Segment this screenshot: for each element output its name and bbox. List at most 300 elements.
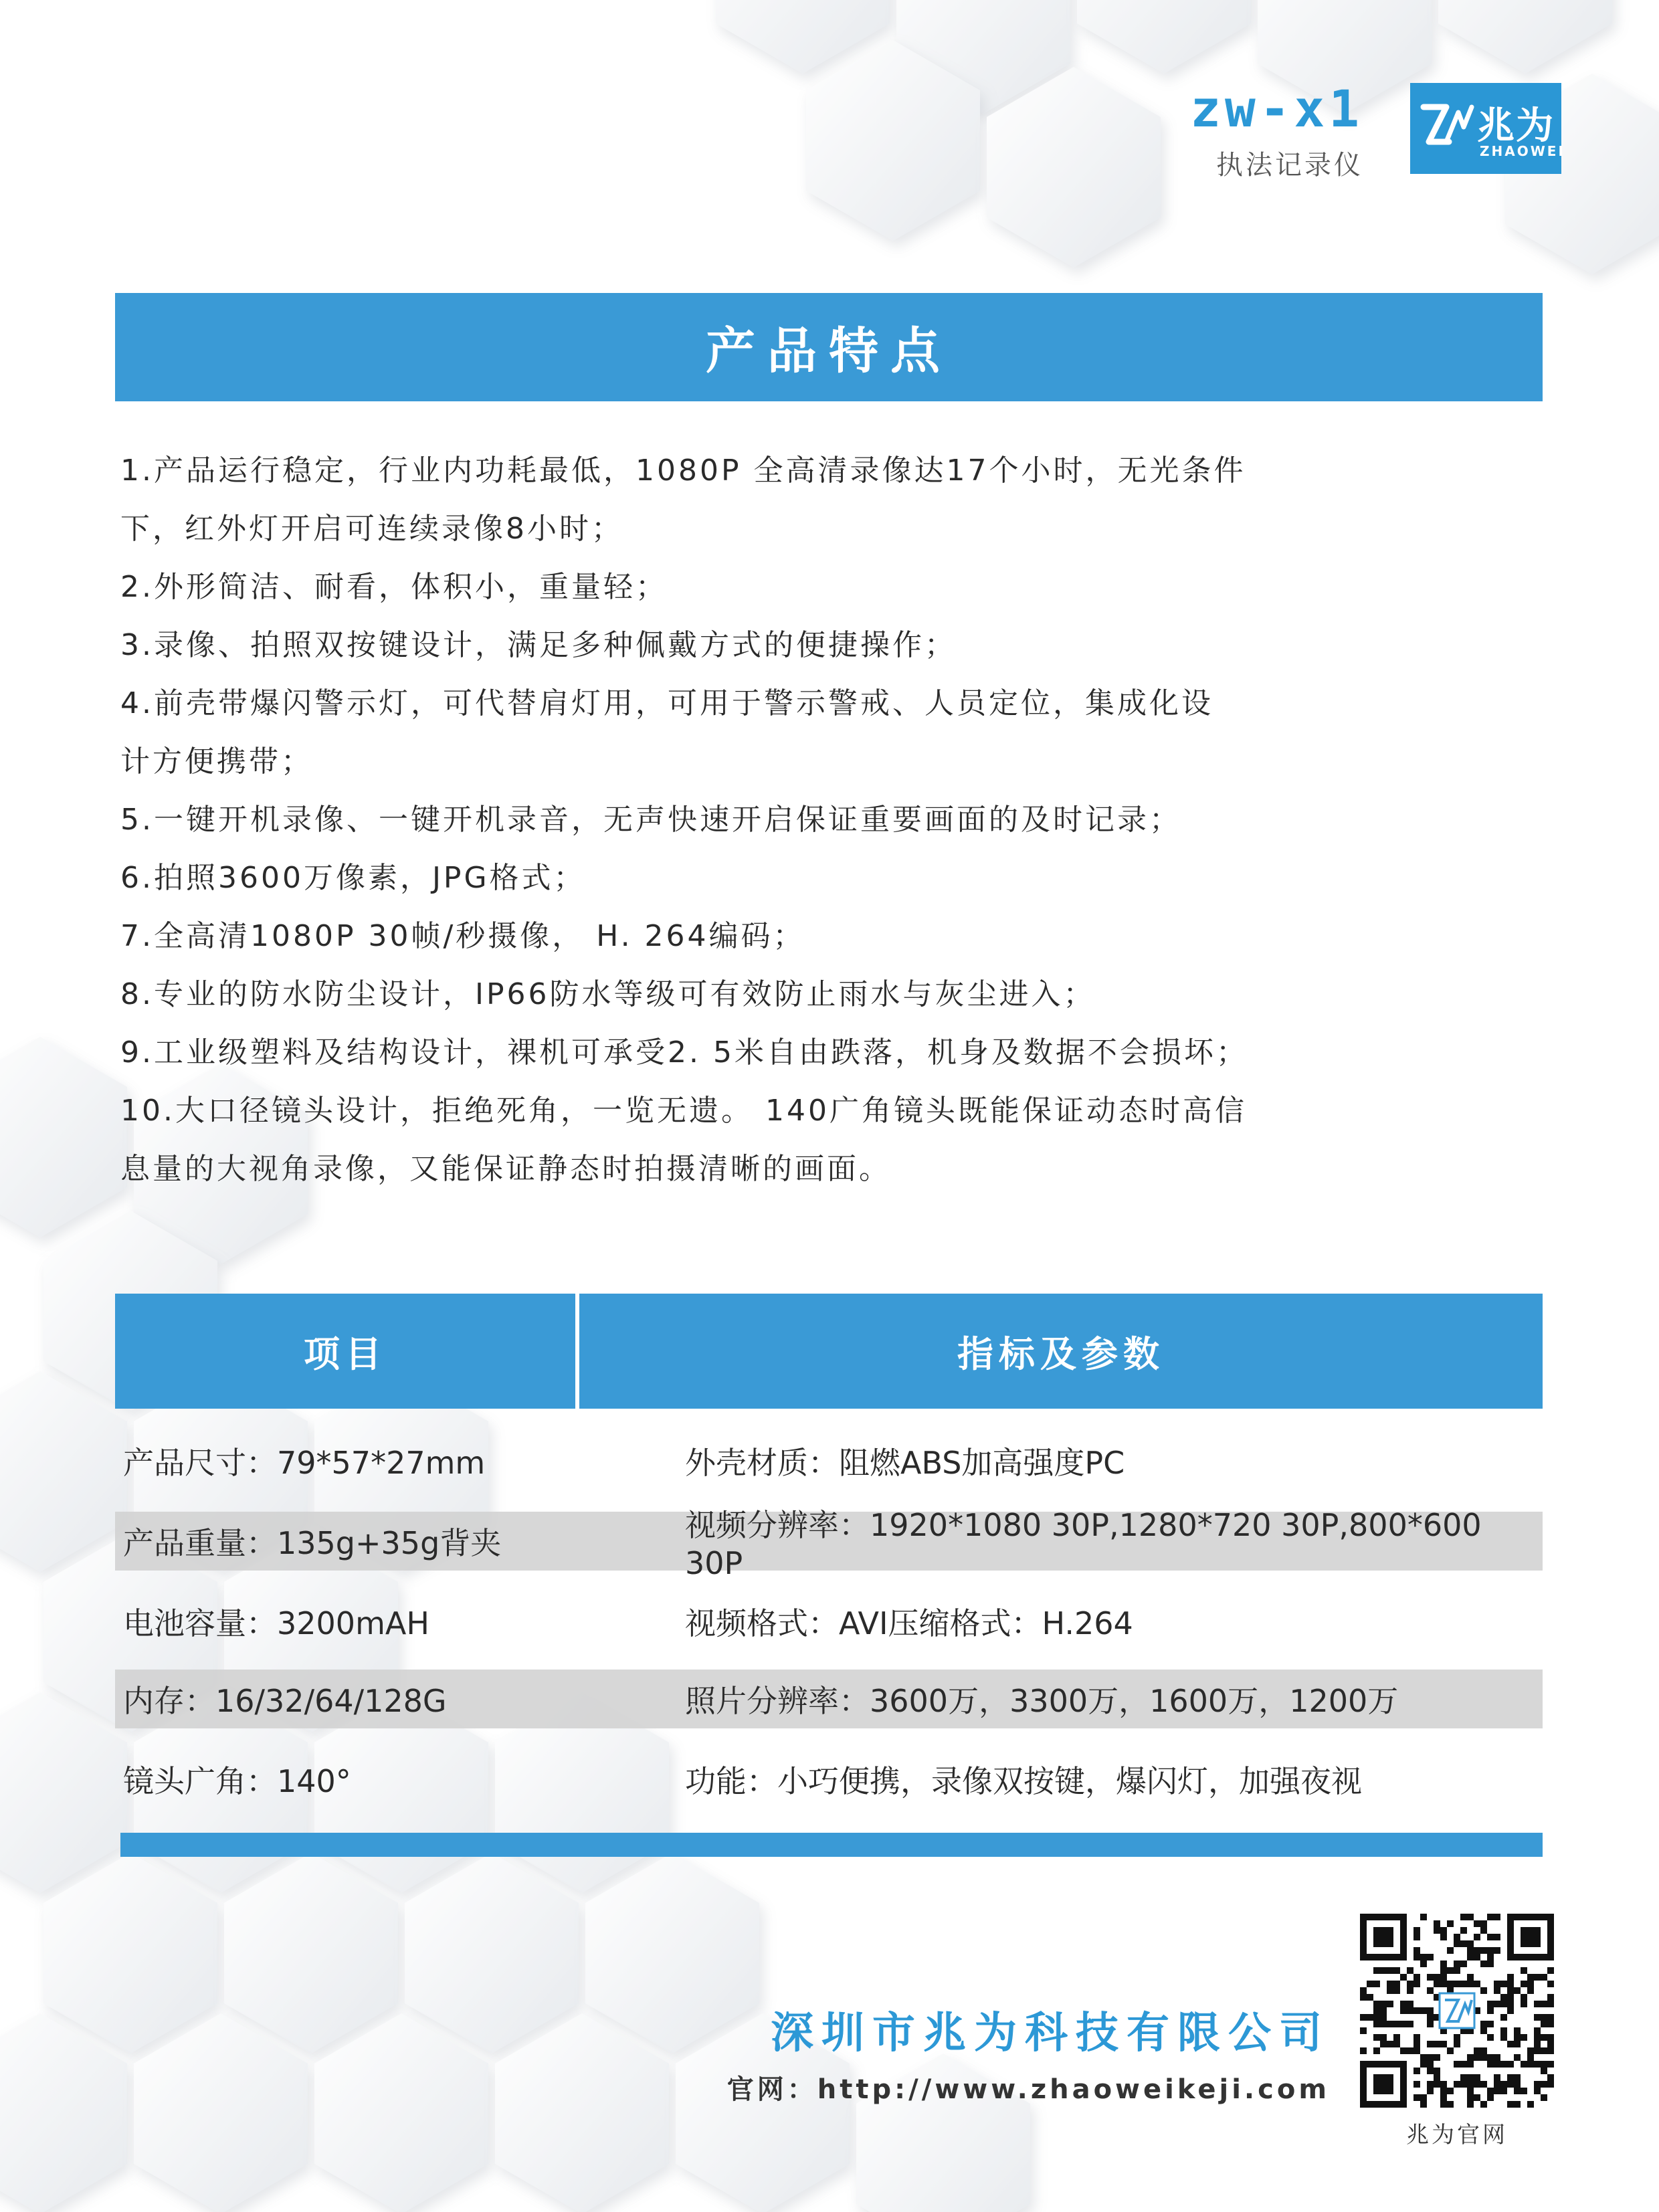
qr-module — [1367, 1981, 1373, 1987]
qr-module — [1393, 1981, 1400, 1987]
qr-module — [1514, 1954, 1521, 1960]
qr-module — [1380, 2001, 1387, 2007]
qr-module — [1507, 1940, 1514, 1947]
qr-module — [1460, 1940, 1467, 1947]
qr-module — [1487, 1947, 1494, 1954]
qr-module — [1547, 2001, 1554, 2007]
qr-module — [1480, 1987, 1487, 1994]
qr-module — [1427, 2061, 1434, 2068]
qr-module — [1547, 1934, 1554, 1940]
qr-module — [1380, 2021, 1387, 2027]
qr-module — [1487, 1934, 1494, 1940]
qr-module — [1440, 2094, 1447, 2101]
qr-module — [1360, 2081, 1367, 2088]
qr-module — [1440, 1981, 1447, 1987]
qr-module — [1474, 1954, 1480, 1960]
qr-module — [1467, 2074, 1474, 2081]
qr-module — [1434, 2081, 1440, 2088]
qr-module — [1460, 2074, 1467, 2081]
qr-module — [1440, 1927, 1447, 1934]
qr-module — [1400, 2068, 1407, 2074]
qr-module — [1507, 2074, 1514, 2081]
logo-text-en: ZHAOWEI — [1480, 143, 1565, 159]
qr-module — [1440, 1960, 1447, 1967]
qr-module — [1541, 1954, 1547, 1960]
qr-module — [1494, 2088, 1500, 2094]
qr-module — [1407, 2047, 1413, 2054]
qr-module — [1387, 2088, 1393, 2094]
qr-module — [1413, 1927, 1420, 1934]
qr-module — [1534, 1927, 1541, 1934]
feature-line: 9.工业级塑料及结构设计，裸机可承受2. 5米自由跌落，机身及数据不会损坏； — [120, 1035, 1248, 1070]
qr-module — [1400, 2061, 1407, 2068]
qr-module — [1400, 2074, 1407, 2081]
feature-line: 6.拍照3600万像素，JPG格式； — [120, 861, 586, 895]
qr-module — [1380, 2061, 1387, 2068]
qr-module — [1487, 2094, 1494, 2101]
qr-module — [1521, 1954, 1527, 1960]
qr-module — [1360, 2094, 1367, 2101]
qr-module — [1507, 1914, 1514, 1920]
qr-module — [1527, 1940, 1534, 1947]
qr-module — [1413, 2007, 1420, 2014]
qr-module — [1440, 2088, 1447, 2094]
qr-module — [1534, 2001, 1541, 2007]
qr-module — [1400, 2081, 1407, 2088]
qr-module — [1380, 2074, 1387, 2081]
qr-module — [1373, 2001, 1380, 2007]
qr-module — [1514, 1987, 1521, 1994]
qr-module — [1393, 1954, 1400, 1960]
qr-module — [1387, 1967, 1393, 1974]
model-name: zw-x1 — [1190, 79, 1363, 138]
qr-module — [1521, 2061, 1527, 2068]
qr-module — [1434, 1920, 1440, 1927]
qr-module — [1521, 1994, 1527, 2001]
qr-module — [1413, 1954, 1420, 1960]
qr-module — [1400, 2088, 1407, 2094]
qr-module — [1367, 1954, 1373, 1960]
qr-module — [1521, 1940, 1527, 1947]
qr-module — [1541, 2047, 1547, 2054]
qr-module — [1413, 2094, 1420, 2101]
qr-module — [1467, 1914, 1474, 1920]
qr-module — [1360, 1927, 1367, 1934]
qr-module — [1427, 2081, 1434, 2088]
qr-module — [1413, 2081, 1420, 2088]
qr-module — [1480, 1960, 1487, 1967]
qr-module — [1514, 2034, 1521, 2041]
spec-right: 功能：小巧便携，录像双按键，爆闪灯，加强夜视 — [685, 1763, 1362, 1799]
qr-module — [1420, 2061, 1427, 2068]
qr-module — [1447, 1947, 1454, 1954]
qr-module — [1547, 2047, 1554, 2054]
qr-module — [1480, 1927, 1487, 1934]
qr-module — [1440, 2081, 1447, 2088]
brand-logo — [1410, 83, 1565, 174]
qr-module — [1360, 2047, 1367, 2054]
qr-module — [1387, 2101, 1393, 2108]
qr-module — [1521, 1981, 1527, 1987]
qr-module — [1547, 1981, 1554, 1987]
qr-module — [1541, 2034, 1547, 2041]
qr-module — [1360, 1934, 1367, 1940]
qr-module — [1413, 2068, 1420, 2074]
qr-module — [1541, 2094, 1547, 2101]
qr-module — [1387, 2074, 1393, 2081]
spec-row — [115, 1750, 1543, 1809]
qr-module — [1380, 2041, 1387, 2047]
qr-module — [1373, 2074, 1380, 2081]
qr-module — [1400, 1927, 1407, 1934]
qr-module — [1380, 1940, 1387, 1947]
qr-module — [1487, 2054, 1494, 2061]
qr-module — [1480, 2081, 1487, 2088]
qr-module — [1454, 1940, 1460, 1947]
qr-module — [1387, 2041, 1393, 2047]
qr-module — [1474, 2047, 1480, 2054]
qr-module — [1367, 2014, 1373, 2021]
qr-module — [1360, 2088, 1367, 2094]
qr-module — [1440, 2101, 1447, 2108]
qr-module — [1474, 1981, 1480, 1987]
qr-module — [1547, 1947, 1554, 1954]
logo-text-cn: 兆为 — [1477, 104, 1555, 148]
qr-module — [1547, 2014, 1554, 2021]
qr-module — [1480, 1920, 1487, 1927]
qr-module — [1360, 2027, 1367, 2034]
feature-line: 2.外形简洁、耐看，体积小，重量轻； — [120, 570, 668, 604]
qr-module — [1521, 1914, 1527, 1920]
qr-module — [1507, 2007, 1514, 2014]
qr-module — [1521, 2088, 1527, 2094]
qr-module — [1427, 2041, 1434, 2047]
qr-module — [1547, 1994, 1554, 2001]
spec-row — [115, 1507, 1543, 1581]
qr-module — [1434, 1927, 1440, 1934]
qr-module — [1480, 2047, 1487, 2054]
qr-module — [1467, 1940, 1474, 1947]
qr-module — [1534, 2041, 1541, 2047]
qr-module — [1380, 1934, 1387, 1940]
qr-module — [1527, 2047, 1534, 2054]
qr-code[interactable] — [1358, 1912, 1556, 2110]
company-name: 深圳市兆为科技有限公司 — [771, 2009, 1330, 2058]
qr-module — [1547, 2081, 1554, 2088]
qr-module — [1541, 2021, 1547, 2027]
qr-module — [1507, 2081, 1514, 2088]
qr-module — [1387, 1927, 1393, 1934]
qr-module — [1420, 2007, 1427, 2014]
qr-module — [1474, 1920, 1480, 1927]
table-bottom-bar — [120, 1833, 1543, 1857]
qr-module — [1360, 2061, 1367, 2068]
qr-module — [1527, 1927, 1534, 1934]
qr-module — [1454, 1981, 1460, 1987]
qr-module — [1547, 1967, 1554, 1974]
qr-module — [1547, 2061, 1554, 2068]
feature-line: 息量的大视角录像，又能保证静态时拍摄清晰的画面。 — [120, 1152, 891, 1186]
qr-module — [1387, 1954, 1393, 1960]
qr-caption: 兆为官网 — [1406, 2122, 1508, 2148]
qr-module — [1527, 1914, 1534, 1920]
qr-module — [1507, 1994, 1514, 2001]
qr-module — [1380, 2101, 1387, 2108]
qr-module — [1360, 2068, 1367, 2074]
qr-module — [1500, 1981, 1507, 1987]
qr-module — [1460, 1914, 1467, 1920]
qr-module — [1474, 1934, 1480, 1940]
qr-module — [1373, 2007, 1380, 2014]
qr-module — [1494, 1987, 1500, 1994]
qr-module — [1487, 1914, 1494, 1920]
qr-module — [1500, 2081, 1507, 2088]
qr-module — [1373, 2034, 1380, 2041]
header-item: 项目 — [304, 1332, 387, 1375]
qr-module — [1373, 1967, 1380, 1974]
qr-module — [1373, 1954, 1380, 1960]
qr-module — [1400, 1947, 1407, 1954]
qr-module — [1480, 2054, 1487, 2061]
qr-module — [1393, 1967, 1400, 1974]
qr-module — [1534, 2081, 1541, 2088]
qr-module — [1547, 1927, 1554, 1934]
qr-module — [1447, 2101, 1454, 2108]
qr-module — [1467, 2054, 1474, 2061]
qr-module — [1393, 1914, 1400, 1920]
qr-module — [1434, 1981, 1440, 1987]
qr-module — [1454, 2041, 1460, 2047]
feature-line: 下，红外灯开启可连续录像8小时； — [120, 512, 623, 546]
qr-module — [1400, 2047, 1407, 2054]
qr-module — [1373, 2021, 1380, 2027]
qr-module — [1460, 2081, 1467, 2088]
qr-module — [1393, 2021, 1400, 2027]
qr-module — [1454, 2034, 1460, 2041]
qr-module — [1360, 1940, 1367, 1947]
qr-module — [1527, 2101, 1534, 2108]
qr-module — [1534, 1940, 1541, 1947]
qr-module — [1507, 1987, 1514, 1994]
qr-module — [1380, 2088, 1387, 2094]
qr-module — [1373, 1981, 1380, 1987]
qr-module — [1380, 2034, 1387, 2041]
qr-module — [1393, 1987, 1400, 1994]
qr-module — [1487, 2061, 1494, 2068]
feature-line: 10.大口径镜头设计，拒绝死角，一览无遗。 140广角镜头既能保证动态时高信 — [120, 1094, 1247, 1128]
qr-module — [1373, 2081, 1380, 2088]
qr-module — [1467, 2094, 1474, 2101]
feature-line: 5.一键开机录像、一键开机录音，无声快速开启保证重要画面的及时记录； — [120, 803, 1181, 837]
feature-line: 8.专业的防水防尘设计，IP66防水等级可有效防止雨水与灰尘进入； — [120, 977, 1096, 1011]
qr-module — [1500, 2088, 1507, 2094]
qr-module — [1507, 1974, 1514, 1981]
qr-module — [1514, 1914, 1521, 1920]
qr-module — [1367, 1914, 1373, 1920]
qr-module — [1500, 2027, 1507, 2034]
qr-code-icon — [1358, 1912, 1556, 2110]
qr-module — [1487, 2088, 1494, 2094]
qr-module — [1440, 1967, 1447, 1974]
qr-module — [1393, 2061, 1400, 2068]
qr-module — [1507, 2041, 1514, 2047]
qr-module — [1521, 1934, 1527, 1940]
qr-module — [1507, 1954, 1514, 1960]
qr-module — [1427, 1987, 1434, 1994]
qr-module — [1434, 1974, 1440, 1981]
qr-module — [1360, 1920, 1367, 1927]
qr-module — [1367, 2101, 1373, 2108]
qr-module — [1407, 2007, 1413, 2014]
qr-module — [1541, 2061, 1547, 2068]
qr-module — [1474, 1947, 1480, 1954]
qr-module — [1467, 1974, 1474, 1981]
qr-module — [1387, 2001, 1393, 2007]
qr-module — [1487, 1954, 1494, 1960]
qr-module — [1480, 1947, 1487, 1954]
qr-module — [1454, 1934, 1460, 1940]
qr-module — [1527, 1954, 1534, 1960]
qr-module — [1387, 1914, 1393, 1920]
qr-module — [1420, 1954, 1427, 1960]
qr-module — [1427, 2088, 1434, 2094]
qr-module — [1547, 2034, 1554, 2041]
qr-module — [1534, 2034, 1541, 2041]
qr-module — [1413, 2047, 1420, 2054]
qr-module — [1507, 1920, 1514, 1927]
qr-module — [1547, 2041, 1554, 2047]
qr-module — [1454, 2081, 1460, 2088]
header-params: 指标及参数 — [957, 1332, 1165, 1375]
qr-module — [1534, 2061, 1541, 2068]
spec-left: 产品重量：135g+35g背夹 — [123, 1525, 502, 1561]
qr-module — [1373, 2061, 1380, 2068]
spec-table-header — [115, 1294, 1543, 1409]
qr-module — [1413, 1947, 1420, 1954]
qr-module — [1467, 1981, 1474, 1987]
qr-module — [1534, 1974, 1541, 1981]
qr-module — [1527, 1981, 1534, 1987]
qr-module — [1514, 2101, 1521, 2108]
qr-module — [1380, 2007, 1387, 2014]
qr-module — [1413, 2041, 1420, 2047]
qr-module — [1373, 2047, 1380, 2054]
qr-module — [1400, 1914, 1407, 1920]
qr-module — [1494, 2061, 1500, 2068]
qr-module — [1360, 2014, 1367, 2021]
qr-module — [1534, 2027, 1541, 2034]
qr-module — [1413, 1934, 1420, 1940]
qr-module — [1440, 1974, 1447, 1981]
qr-module — [1400, 2101, 1407, 2108]
qr-module — [1534, 2088, 1541, 2094]
qr-module — [1527, 1987, 1534, 1994]
qr-module — [1514, 2081, 1521, 2088]
qr-module — [1460, 1981, 1467, 1987]
qr-module — [1527, 2061, 1534, 2068]
spec-left: 产品尺寸：79*57*27mm — [123, 1445, 486, 1481]
qr-module — [1500, 2061, 1507, 2068]
qr-module — [1387, 1940, 1393, 1947]
qr-module — [1400, 2094, 1407, 2101]
qr-module — [1360, 1947, 1367, 1954]
qr-module — [1507, 2101, 1514, 2108]
qr-module — [1547, 1954, 1554, 1960]
qr-module — [1454, 2061, 1460, 2068]
qr-module — [1447, 2047, 1454, 2054]
qr-module — [1500, 2034, 1507, 2041]
qr-module — [1434, 2068, 1440, 2074]
spec-right: 照片分辨率：3600万，3300万，1600万，1200万 — [685, 1683, 1399, 1719]
qr-module — [1393, 2041, 1400, 2047]
qr-module — [1360, 1994, 1367, 2001]
qr-module — [1494, 1914, 1500, 1920]
spec-left: 内存：16/32/64/128G — [123, 1683, 447, 1719]
qr-module — [1373, 2088, 1380, 2094]
qr-module — [1487, 1960, 1494, 1967]
qr-module — [1487, 2021, 1494, 2027]
qr-module — [1400, 2001, 1407, 2007]
website-url[interactable]: 官网：http://www.zhaoweikeji.com — [726, 2074, 1330, 2105]
qr-module — [1541, 2014, 1547, 2021]
feature-list — [120, 441, 1351, 1198]
qr-module — [1487, 2007, 1494, 2014]
qr-module — [1474, 2054, 1480, 2061]
spec-left: 镜头广角：140° — [123, 1763, 351, 1799]
spec-right: 视频格式：AVI压缩格式：H.264 — [685, 1605, 1133, 1641]
qr-module — [1534, 1914, 1541, 1920]
qr-module — [1387, 2081, 1393, 2088]
logo-mark-icon — [1420, 98, 1476, 154]
qr-module — [1413, 2034, 1420, 2041]
qr-module — [1467, 2061, 1474, 2068]
qr-module — [1387, 1934, 1393, 1940]
qr-module — [1434, 2074, 1440, 2081]
qr-module — [1367, 2061, 1373, 2068]
qr-module — [1393, 2101, 1400, 2108]
spec-right: 外壳材质：阻燃ABS加高强度PC — [685, 1445, 1125, 1481]
qr-module — [1547, 1940, 1554, 1947]
qr-module — [1407, 2001, 1413, 2007]
qr-module — [1494, 1934, 1500, 1940]
qr-module — [1534, 1934, 1541, 1940]
qr-module — [1514, 2054, 1521, 2061]
qr-module — [1534, 1954, 1541, 1960]
qr-module — [1440, 1934, 1447, 1940]
qr-module — [1440, 2041, 1447, 2047]
qr-module — [1467, 1954, 1474, 1960]
qr-module — [1514, 2041, 1521, 2047]
qr-module — [1494, 1947, 1500, 1954]
qr-module — [1494, 2074, 1500, 2081]
spec-row — [115, 1670, 1543, 1728]
qr-module — [1474, 2094, 1480, 2101]
qr-module — [1380, 1927, 1387, 1934]
qr-module — [1500, 2014, 1507, 2021]
qr-module — [1380, 1967, 1387, 1974]
qr-module — [1527, 1974, 1534, 1981]
qr-module — [1534, 2014, 1541, 2021]
qr-module — [1427, 1954, 1434, 1960]
qr-module — [1541, 2001, 1547, 2007]
qr-module — [1420, 2094, 1427, 2101]
qr-module — [1373, 1934, 1380, 1940]
qr-module — [1407, 1987, 1413, 1994]
spec-row — [115, 1592, 1543, 1651]
qr-module — [1393, 2034, 1400, 2041]
qr-module — [1387, 1987, 1393, 1994]
qr-module — [1460, 1927, 1467, 1934]
